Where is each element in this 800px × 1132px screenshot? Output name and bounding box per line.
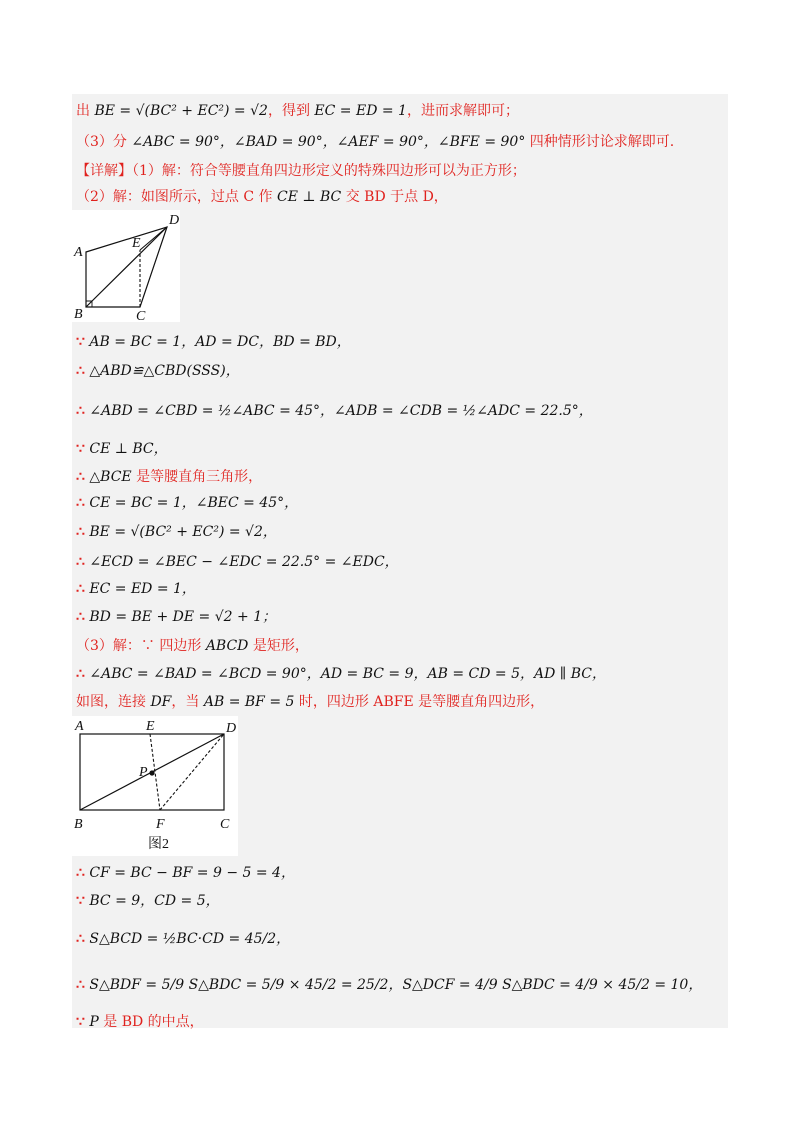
therefore-symbol: ∴ [76,581,85,597]
therefore-symbol: ∴ [76,609,85,625]
text-line-2 [76,133,674,151]
text-line-4 [76,188,448,206]
math-expr: EC = ED = 1， [89,581,196,597]
figure-2 [72,716,238,856]
line-suffix: 是 BD 的中点， [98,1014,204,1030]
line-prefix: （3）解：∵ 四边形 [76,638,206,654]
text-line-11 [76,523,277,541]
therefore-symbol: ∴ [76,495,85,511]
text-line-17 [76,693,544,711]
text-line-18 [76,864,295,882]
math-expr: S△BDF = 5/9 S△BDC = 5/9 × 45/2 = 25/2，S△DCF = 4/9 S△BDC = 4/9 × 45/2 = 10， [89,977,703,993]
text-line-13 [76,580,196,598]
text-line-14 [76,608,276,626]
text-line-20 [76,930,290,948]
line-mid: ，当 [171,694,204,710]
line-suffix: 时，四边形 ABFE 是等腰直角四边形， [294,694,545,710]
label-D: D [226,721,237,736]
math-expr-2: AB = BF = 5 [203,694,295,710]
text-line-7 [76,402,593,420]
math-expr: P [89,1014,99,1030]
math-expr: S△BCD = ½BC·CD = 45/2， [89,931,291,947]
label-P: P [139,765,148,780]
math-expr: DF [150,694,172,710]
line-suffix: 四种情形讨论求解即可. [525,134,675,150]
math-expr: ∠ABC = 90°，∠BAD = 90°，∠AEF = 90°，∠BFE = 90° [131,134,526,150]
figure-1 [72,210,180,322]
text-line-16 [76,665,606,683]
math-expr-2: EC = ED = 1 [314,103,407,119]
text-line-10 [76,494,298,512]
because-symbol: ∵ [76,334,85,350]
math-expr: △ABD≌△CBD(SSS)， [89,363,240,379]
therefore-symbol: ∴ [76,865,85,881]
text-line-19 [76,892,220,910]
label-B: B [74,307,83,322]
text-line-6 [76,362,240,380]
math-expr: ∠ABD = ∠CBD = ½∠ABC = 45°，∠ADB = ∠CDB = ½∠ADC = 22.5°， [89,403,593,419]
therefore-symbol: ∴ [76,554,85,570]
line-prefix: （2）解：如图所示，过点 C 作 [76,189,277,205]
text-line-15 [76,637,309,655]
therefore-symbol: ∴ [76,403,85,419]
math-expr: BC = 9，CD = 5， [89,893,220,909]
label-C: C [220,817,230,832]
text-line-21 [76,976,702,994]
figure-1-diagram [72,210,180,322]
line-prefix: 出 [76,103,95,119]
math-expr: BE = √(BC² + EC²) = √2 [94,103,268,119]
math-expr: ∠ABC = ∠BAD = ∠BCD = 90°，AD = BC = 9，AB = CD = 5，AD ∥ BC， [89,666,606,682]
label-B: B [74,817,83,832]
line-suffix: ，进而求解即可； [406,103,519,119]
math-expr: AB = BC = 1，AD = DC，BD = BD， [89,334,351,350]
therefore-symbol: ∴ [76,363,85,379]
because-symbol: ∵ [76,893,85,909]
math-expr: CE = BC = 1，∠BEC = 45°， [89,495,299,511]
math-expr: ABCD [205,638,249,654]
because-symbol: ∵ [76,441,85,457]
label-F: F [156,817,165,832]
therefore-symbol: ∴ [76,469,85,485]
label-E: E [146,719,155,734]
line-suffix: 是矩形， [248,638,309,654]
label-A: A [75,719,84,734]
line-prefix: （3）分 [76,134,132,150]
label-E: E [132,236,141,251]
figure-caption: 图2 [148,837,169,852]
text-line-3: 【详解】（1）解：符合等腰直角四边形定义的特殊四边形可以为正方形； [76,163,526,179]
text-line-12 [76,553,399,571]
label-A: A [74,245,83,260]
figure-2-diagram [72,716,238,856]
label-C: C [136,309,146,322]
label-D: D [169,213,180,228]
math-expr: BD = BE + DE = √2 + 1； [89,609,277,625]
line-prefix: 如图，连接 [76,694,151,710]
math-expr: CE ⊥ BC， [89,441,168,457]
math-expr: CF = BC − BF = 9 − 5 = 4， [89,865,295,881]
math-expr: CE ⊥ BC [276,189,342,205]
because-symbol: ∵ [76,1014,85,1030]
therefore-symbol: ∴ [76,977,85,993]
text-line-1 [76,102,519,120]
text-line-22 [76,1013,204,1031]
text-line-8 [76,440,168,458]
math-expr: BE = √(BC² + EC²) = √2， [89,524,277,540]
math-expr: ∠ECD = ∠BEC − ∠EDC = 22.5° = ∠EDC， [89,554,399,570]
line-mid: ，得到 [267,103,315,119]
math-expr: △BCE [89,469,132,485]
line-suffix: 是等腰直角三角形， [131,469,263,485]
therefore-symbol: ∴ [76,524,85,540]
therefore-symbol: ∴ [76,666,85,682]
line-suffix: 交 BD 于点 D， [341,189,448,205]
therefore-symbol: ∴ [76,931,85,947]
text-line-5 [76,333,351,351]
text-line-9 [76,468,262,486]
